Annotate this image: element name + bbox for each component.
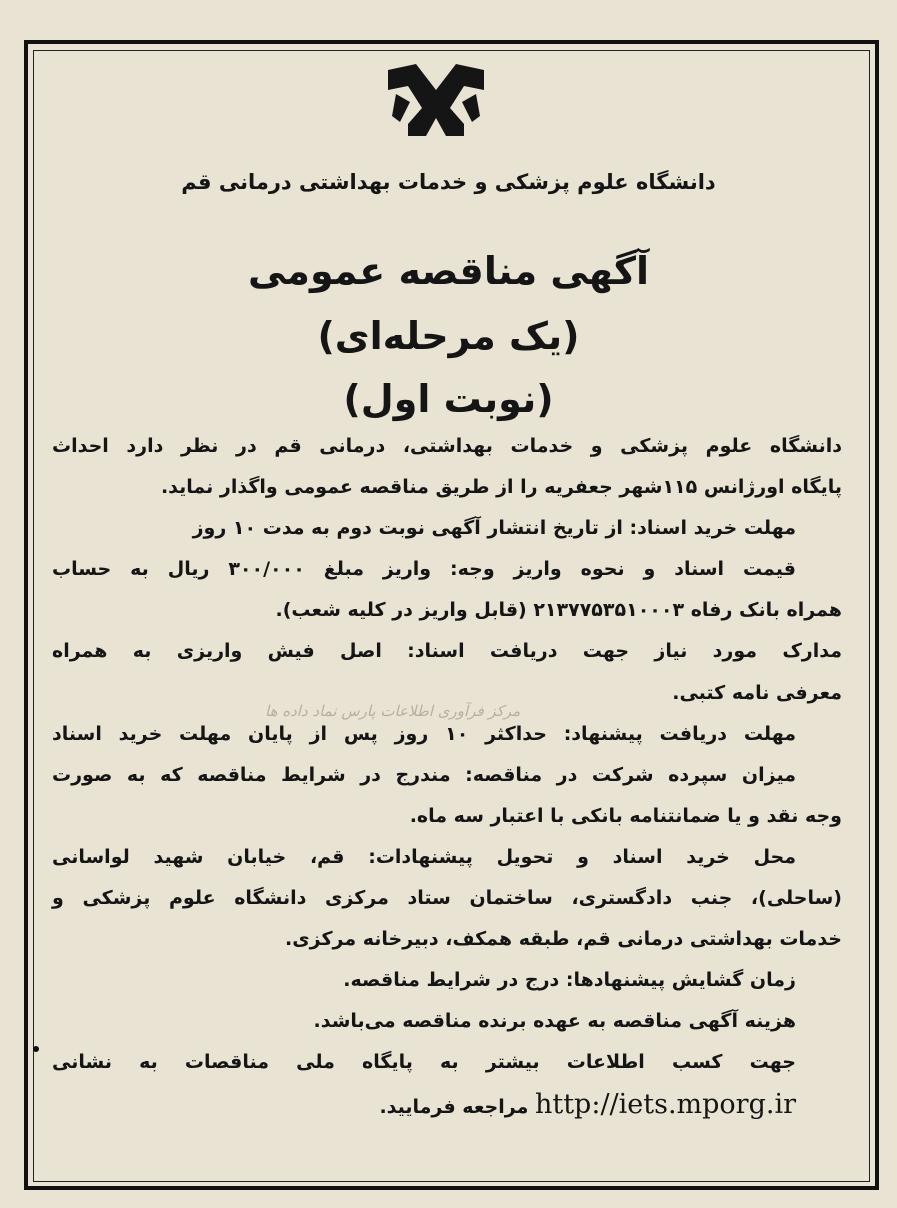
place-line-1: محل خرید اسناد و تحویل پیشنهادات: قم، خیابان شهید لواسانی <box>52 845 796 868</box>
info-url-line <box>52 1084 842 1128</box>
tender-round: (نوبت اول) <box>343 377 554 421</box>
margin-dot <box>33 1046 39 1052</box>
offer-deadline: مهلت دریافت پیشنهاد: حداکثر ۱۰ روز پس از پایان مهلت خرید اسناد <box>52 722 796 745</box>
info-tail: مراجعه فرمایید. <box>379 1095 529 1118</box>
deposit-line-2: وجه نقد و یا ضمانتنامه بانکی با اعتبار سه ماه. <box>409 804 842 827</box>
price-line-2: همراه بانک رفاه ۲۱۳۷۷۵۳۵۱۰۰۰۳ (قابل واریز در کلیه شعب). <box>275 599 842 622</box>
place-line-2: (ساحلی)، جنب دادگستری، ساختمان ستاد مرکزی دانشگاه علوم پزشکی و <box>52 887 842 910</box>
intro-line-2: پایگاه اورژانس ۱۱۵شهر جعفریه را از طریق مناقصه عمومی واگذار نماید. <box>160 476 842 499</box>
intro-line-1: دانشگاه علوم پزشکی و خدمات بهداشتی، درمانی قم در نظر دارد احداث <box>52 435 842 457</box>
notice-body <box>52 426 842 1128</box>
price-line-1: قیمت اسناد و نحوه واریز وجه: واریز مبلغ ۳۰۰/۰۰۰ ریال به حساب <box>52 558 796 581</box>
opening-time: زمان گشایش پیشنهادها: درج در شرایط مناقصه. <box>343 969 796 992</box>
watermark: مرکز فرآوری اطلاعات پارس نماد داده ها <box>265 702 521 720</box>
university-name: دانشگاه علوم پزشکی و خدمات بهداشتی درمانی قم <box>181 170 716 194</box>
info-line: جهت کسب اطلاعات بیشتر به پایگاه ملی مناقصات به نشانی <box>52 1051 796 1074</box>
deposit-line-1: میزان سپرده شرکت در مناقصه: مندرج در شرایط مناقصه که به صورت <box>52 763 796 786</box>
docs-line-1: مدارک مورد نیاز جهت دریافت اسناد: اصل فیش واریزی به همراه <box>52 640 842 663</box>
purchase-deadline: مهلت خرید اسناد: از تاریخ انتشار آگهی نوبت دوم به مدت ۱۰ روز <box>192 517 796 540</box>
page-title: آگهی مناقصه عمومی <box>247 249 650 293</box>
place-line-3: خدمات بهداشتی درمانی قم، طبقه همکف، دبیرخانه مرکزی. <box>285 928 842 951</box>
docs-line-2: معرفی نامه کتبی. <box>672 681 842 704</box>
iets-link[interactable]: http://iets.mporg.ir <box>534 1088 796 1120</box>
tender-type: (یک مرحله‌ای) <box>317 314 580 358</box>
university-logo <box>380 60 492 140</box>
ad-cost: هزینه آگهی مناقصه به عهده برنده مناقصه می‌باشد. <box>313 1010 796 1033</box>
